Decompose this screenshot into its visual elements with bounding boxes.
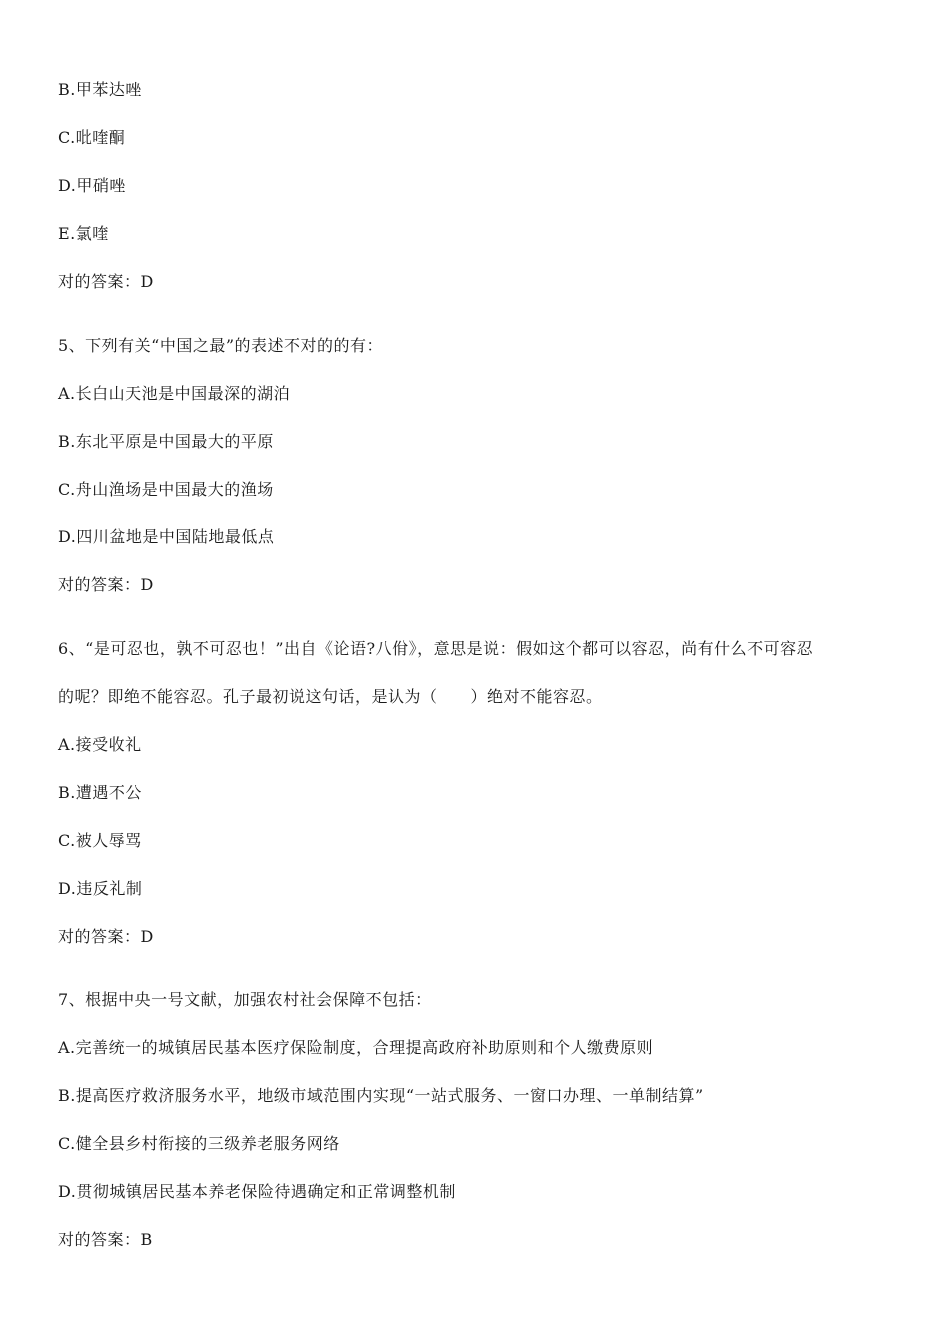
q6-answer: 对的答案：D: [58, 927, 154, 946]
q4-answer: 对的答案：D: [58, 272, 154, 291]
q7-question: 7、根据中央一号文献，加强农村社会保障不包括：: [58, 990, 432, 1009]
q7-answer: 对的答案：B: [58, 1230, 153, 1249]
q4-option-d: D.甲硝唑: [58, 176, 126, 195]
q7-option-b: B.提高医疗救济服务水平，地级市域范围内实现“一站式服务、一窗口办理、一单制结算”: [58, 1086, 704, 1105]
q6-question-line1: 6、“是可忍也，孰不可忍也！”出自《论语?八佾》，意思是说：假如这个都可以容忍，尚有什么不可容忍: [58, 639, 814, 658]
q5-option-d: D.四川盆地是中国陆地最低点: [58, 527, 275, 546]
q4-option-b: B.甲苯达唑: [58, 80, 142, 99]
q6-question-line2: 的呢？即绝不能容忍。孔子最初说这句话，是认为（ ）绝对不能容忍。: [58, 687, 603, 706]
q6-option-d: D.违反礼制: [58, 879, 143, 898]
q7-option-c: C.健全县乡村衔接的三级养老服务网络: [58, 1134, 340, 1153]
q5-option-a: A.长白山天池是中国最深的湖泊: [58, 384, 291, 403]
q4-option-e: E.氯喹: [58, 224, 109, 243]
q6-option-b: B.遭遇不公: [58, 783, 142, 802]
q6-option-a: A.接受收礼: [58, 735, 142, 754]
q5-option-c: C.舟山渔场是中国最大的渔场: [58, 480, 274, 499]
q7-option-a: A.完善统一的城镇居民基本医疗保险制度，合理提高政府补助原则和个人缴费原则: [58, 1038, 654, 1057]
q5-question: 5、下列有关“中国之最”的表述不对的的有：: [58, 336, 384, 355]
q5-answer: 对的答案：D: [58, 575, 154, 594]
q6-option-c: C.被人辱骂: [58, 831, 142, 850]
q7-option-d: D.贯彻城镇居民基本养老保险待遇确定和正常调整机制: [58, 1182, 456, 1201]
q4-option-c: C.吡喹酮: [58, 128, 126, 147]
q5-option-b: B.东北平原是中国最大的平原: [58, 432, 274, 451]
